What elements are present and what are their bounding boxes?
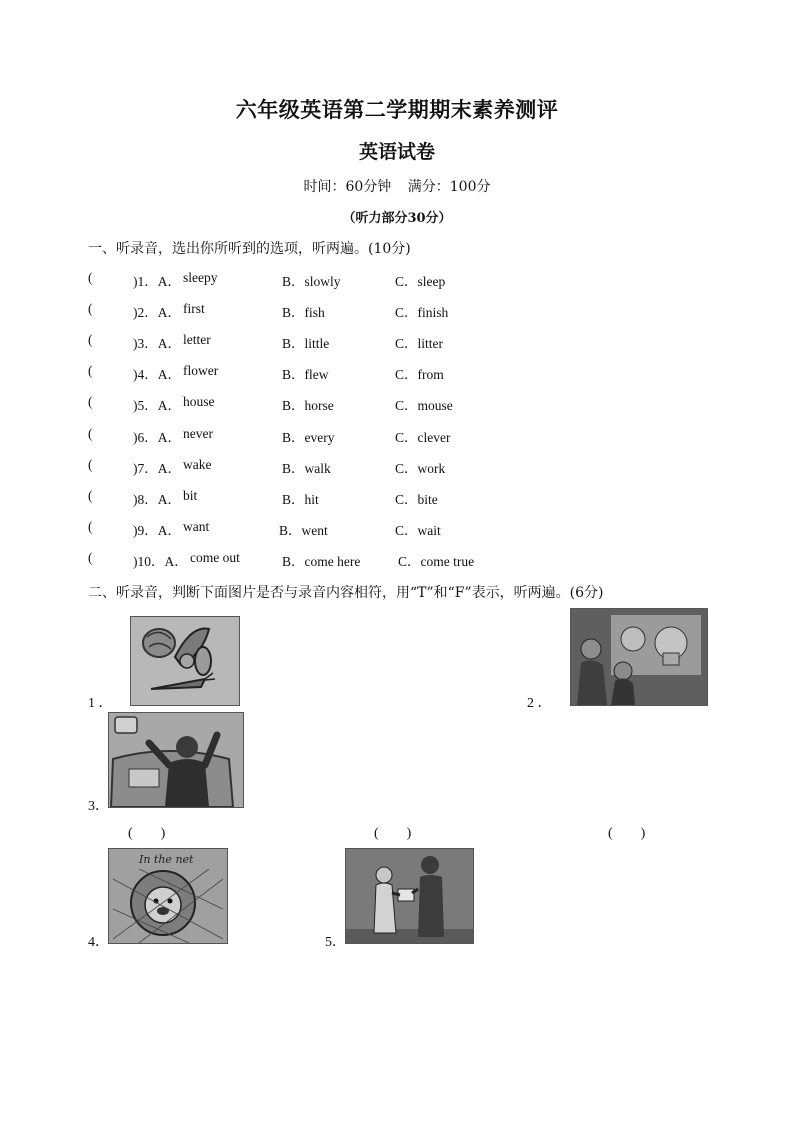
question-number: )4．A． — [133, 367, 181, 382]
answer-paren[interactable]: ( — [88, 488, 93, 503]
picture-5-gift — [345, 848, 474, 944]
option-a: house — [183, 394, 215, 409]
question-number: )2．A． — [133, 305, 181, 320]
question-number: )9．A． — [133, 523, 181, 538]
answer-paren[interactable]: ( — [88, 301, 93, 316]
question-2 — [88, 301, 688, 321]
answer-blank-2[interactable]: ( ) — [374, 826, 412, 841]
option-a: wake — [183, 457, 212, 472]
picture-2-people — [570, 608, 708, 706]
option-c: C．clever — [395, 430, 451, 445]
answer-blank-1[interactable]: ( ) — [128, 826, 166, 841]
option-c: C．come true — [398, 554, 475, 569]
exam-subtitle: 英语试卷 — [358, 141, 435, 163]
option-a: come out — [190, 550, 240, 565]
picture-2-label: 2 ． — [527, 696, 552, 711]
picture-3-label: 3． — [88, 799, 109, 814]
question-7 — [88, 457, 688, 477]
question-3 — [88, 332, 688, 352]
gift-drawing — [346, 849, 473, 943]
answer-paren[interactable]: ( — [88, 363, 93, 378]
exam-title: 六年级英语第二学期期末素养测评 — [235, 97, 559, 122]
option-a: flower — [183, 363, 219, 378]
picture-4-caption: In the net — [139, 853, 194, 866]
option-c: C．wait — [395, 523, 441, 538]
picture-1-vegetables — [130, 616, 240, 706]
question-number: )3．A． — [133, 336, 181, 351]
exam-time: 时间：60分钟 — [303, 179, 392, 195]
question-number: )5．A． — [133, 398, 181, 413]
option-b: B．little — [282, 336, 330, 351]
question-10 — [88, 550, 688, 570]
answer-paren[interactable]: ( — [88, 457, 93, 472]
answer-blank-3[interactable]: ( ) — [608, 826, 646, 841]
option-a: first — [183, 301, 205, 316]
option-b: B．fish — [282, 305, 325, 320]
picture-4-label: 4． — [88, 935, 109, 950]
vegetables-drawing — [131, 617, 239, 705]
answer-paren[interactable]: ( — [88, 394, 93, 409]
option-a: bit — [183, 488, 198, 503]
option-a: want — [183, 519, 210, 534]
option-b: B．horse — [282, 398, 334, 413]
option-a: sleepy — [183, 270, 218, 285]
option-b: B．every — [282, 430, 335, 445]
option-b: B．walk — [282, 461, 331, 476]
section-2-title: 二、听录音，判断下面图片是否与录音内容相符，用“T”和“F”表示，听两遍。(6分) — [88, 585, 604, 601]
question-number: )7．A． — [133, 461, 181, 476]
picture-3-waking-up — [108, 712, 244, 808]
picture-4-lion — [108, 848, 228, 944]
option-c: C．mouse — [395, 398, 453, 413]
listening-part-label: （听力部分30分） — [342, 211, 452, 226]
question-9 — [88, 519, 688, 539]
answer-paren[interactable]: ( — [88, 519, 93, 534]
option-a: letter — [183, 332, 211, 347]
question-number: )1．A． — [133, 274, 181, 289]
option-c: C．work — [395, 461, 446, 476]
question-1 — [88, 270, 688, 290]
exam-info — [0, 176, 794, 196]
waking-up-drawing — [109, 713, 243, 807]
question-5 — [88, 394, 688, 414]
answer-paren[interactable]: ( — [88, 426, 93, 441]
option-c: C．finish — [395, 305, 449, 320]
answer-paren[interactable]: ( — [88, 270, 93, 285]
option-b: B．flew — [282, 367, 329, 382]
question-number: )8．A． — [133, 492, 181, 507]
option-b: B．went — [279, 523, 328, 538]
section-1-title: 一、听录音，选出你所听到的选项，听两遍。(10分) — [88, 241, 411, 257]
exam-score: 满分：100分 — [407, 179, 491, 195]
option-c: C．litter — [395, 336, 443, 351]
picture-1-label: 1 ． — [88, 696, 113, 711]
option-b: B．come here — [282, 554, 361, 569]
answer-paren[interactable]: ( — [88, 332, 93, 347]
answer-paren[interactable]: ( — [88, 550, 93, 565]
lion-drawing — [109, 849, 227, 943]
option-b: B．hit — [282, 492, 319, 507]
question-8 — [88, 488, 688, 508]
option-c: C．sleep — [395, 274, 446, 289]
option-c: C．bite — [395, 492, 438, 507]
picture-5-label: 5． — [325, 935, 346, 950]
option-a: never — [183, 426, 213, 441]
question-number: )10．A． — [133, 554, 188, 569]
question-6 — [88, 426, 688, 446]
question-number: )6．A． — [133, 430, 181, 445]
question-4 — [88, 363, 688, 383]
option-b: B．slowly — [282, 274, 341, 289]
people-drawing — [571, 609, 707, 705]
option-c: C．from — [395, 367, 444, 382]
